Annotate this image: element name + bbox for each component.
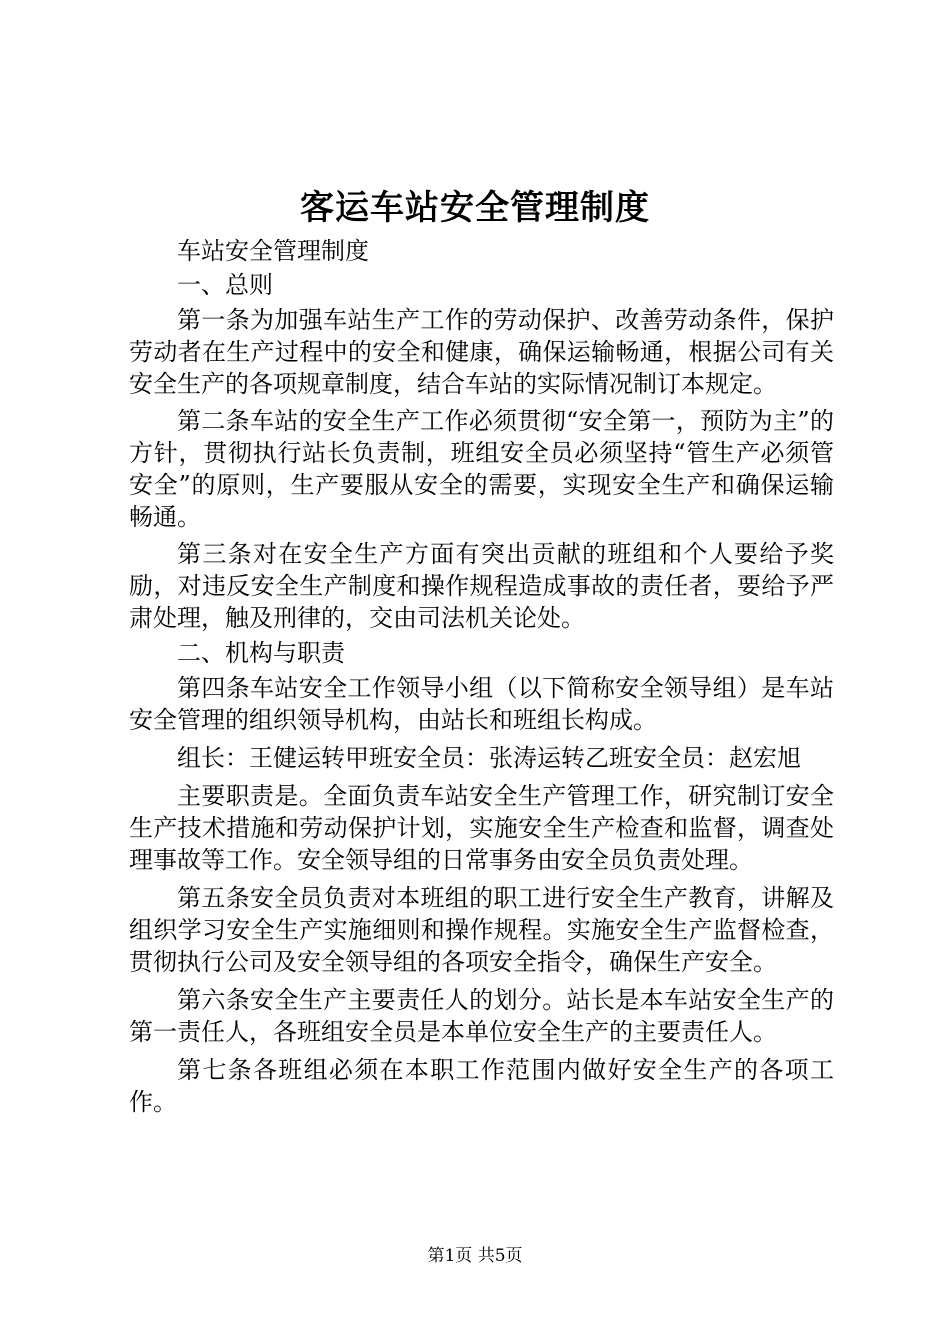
article-7: 第七条各班组必须在本职工作范围内做好安全生产的各项工作。 (129, 1056, 834, 1116)
article-5: 第五条安全员负责对本班组的职工进行安全生产教育，讲解及组织学习安全生产实施细则和操作规程。实施安全生产监督检查，贯彻执行公司及安全领导组的各项安全指令，确保生产安全。 (129, 884, 834, 976)
article-2: 第二条车站的安全生产工作必须贯彻“安全第一，预防为主”的方针，贯彻执行站长负责制，班组安全员必须坚持“管生产必须管安全”的原则，生产要服从安全的需要，实现安全生产和确保运输畅通。 (129, 407, 834, 531)
article-6: 第六条安全生产主要责任人的划分。站长是本车站安全生产的第一责任人，各班组安全员是本单位安全生产的主要责任人。 (129, 986, 834, 1046)
paragraph-heading: 车站安全管理制度 (177, 237, 369, 265)
article-4: 第四条车站安全工作领导小组（以下简称安全领导组）是车站安全管理的组织领导机构，由站长和班组长构成。 (129, 674, 834, 734)
document-title: 客运车站安全管理制度 (300, 188, 650, 228)
team-members: 组长：王健运转甲班安全员：张涛运转乙班安全员：赵宏旭 (177, 744, 801, 772)
main-duties: 主要职责是。全面负责车站安全生产管理工作，研究制订安全生产技术措施和劳动保护计划，实施安全生产检查和监督，调查处理事故等工作。安全领导组的日常事务由安全员负责处理。 (129, 782, 834, 874)
section-heading-general: 一、总则 (177, 271, 273, 299)
document-body (129, 235, 834, 1118)
article-3: 第三条对在安全生产方面有突出贡献的班组和个人要给予奖励，对违反安全生产制度和操作规程造成事故的责任者，要给予严肃处理，触及刑律的，交由司法机关论处。 (129, 540, 834, 632)
article-1: 第一条为加强车站生产工作的劳动保护、改善劳动条件，保护劳动者在生产过程中的安全和健康，确保运输畅通，根据公司有关安全生产的各项规章制度，结合车站的实际情况制订本规定。 (129, 306, 834, 398)
section-heading-organization: 二、机构与职责 (177, 639, 345, 667)
page-footer: 第1页 共5页 (427, 1246, 523, 1266)
